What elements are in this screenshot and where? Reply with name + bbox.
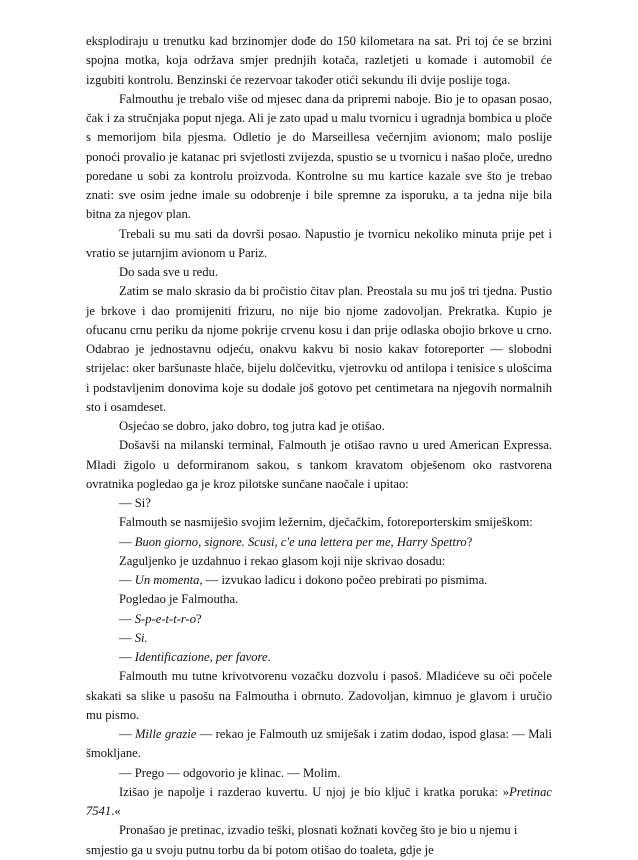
text: Falmouth mu tutne krivotvorenu vozačku dozvolu i pasoš. Mladićeve su oči počele skakati sa slike u pasošu na Falmoutha i obrnuto. Zadovoljan, kimnuo je glavom i uručio mu pismo. <box>86 669 552 722</box>
book-page <box>86 32 552 860</box>
paragraph <box>86 783 552 822</box>
paragraph <box>86 436 552 494</box>
paragraph <box>86 32 552 90</box>
text: Pronašao je pretinac, izvadio teški, plosnati kožnati kovčeg što je bio u njemu i smjestio ga u svoju putnu torbu da bi potom otišao do toaleta, gdje je <box>86 823 518 857</box>
text: Osjećao se dobro, jako dobro, tog jutra kad je otišao. <box>119 419 385 433</box>
paragraph <box>86 821 552 860</box>
paragraph <box>86 494 552 513</box>
paragraph <box>86 552 552 571</box>
paragraph <box>86 513 552 532</box>
paragraph <box>86 667 552 725</box>
paragraph <box>86 263 552 282</box>
text: ? <box>466 534 473 549</box>
italic-text: Si. <box>134 630 148 645</box>
text: — Si? <box>119 496 151 510</box>
text: ? <box>196 611 202 626</box>
paragraph <box>86 417 552 436</box>
text: — <box>119 534 135 549</box>
italic-text: Pretinac 7541 <box>86 784 552 818</box>
text: Pogledao je Falmoutha. <box>119 592 239 607</box>
paragraph <box>86 571 552 590</box>
text: .« <box>111 804 121 818</box>
text: eksplodiraju u trenutku kad brzinomjer dođe do 150 kilometara na sat. Pri toj će se brzini spojna motka, koja održava smjer prednjih kotača, razletjeti u komade i automobil će izgubiti kontrolu. Benzinski će rezervoar također otići sekundu ili dvije poslije toga. <box>86 34 552 87</box>
text: — <box>119 630 135 645</box>
paragraph <box>86 590 552 609</box>
italic-text: Buon giorno, signore. Scusi, c'e una lettera per me, Harry Spettro <box>134 534 467 549</box>
paragraph <box>86 282 552 417</box>
paragraph <box>86 725 552 764</box>
italic-text: S-p-e-t-t-r-o <box>134 611 197 626</box>
paragraph <box>86 533 552 552</box>
text: — <box>119 650 135 664</box>
text: , — izvukao ladicu i dokono počeo prebirati po pismima. <box>199 573 488 587</box>
paragraph <box>86 629 552 648</box>
text: — <box>119 727 135 741</box>
paragraph <box>86 225 552 264</box>
text: — Prego — odgovorio je klinac. — Molim. <box>119 765 341 780</box>
italic-text: Identificazione, per favore <box>134 650 268 664</box>
italic-text: Un momenta <box>134 573 200 587</box>
paragraph <box>86 648 552 667</box>
paragraph <box>86 90 552 225</box>
text: Zaguljenko je uzdahnuo i rekao glasom koji nije skrivao dosadu: <box>119 553 446 568</box>
text: Došavši na milanski terminal, Falmouth je otišao ravno u ured American Expressa. Mladi žigolo u deformiranom sakou, s tankom kravatom obješenom oko rastvorena ovratnika pogledao ga je kroz pilotske sunčane naočale i upitao: <box>86 438 552 491</box>
text: Trebali su mu sati da dovrši posao. Napustio je tvornicu nekoliko minuta prije pet i vratio se jutarnjim avionom u Pariz. <box>86 226 552 260</box>
text: Do sada sve u redu. <box>119 265 218 279</box>
paragraph <box>86 764 552 783</box>
italic-text: Mille grazie <box>134 727 197 741</box>
text: — rekao je Falmouth uz smiješak i zatim dodao, ispod glasa: — Mali šmokljane. <box>86 727 552 761</box>
text: — <box>119 573 135 587</box>
text: Falmouth se nasmiješio svojim ležernim, dječačkim, fotoreporterskim smiješkom: <box>119 515 533 530</box>
paragraph <box>86 610 552 629</box>
text: Falmouthu je trebalo više od mjesec dana da pripremi naboje. Bio je to opasan posao, čak i za stručnjaka poput njega. Ali je zato upad u malu tvornicu i ugradnja bombica u ploče s memorijom bila pjesma. Odletio je do Marseillesa večernjim avionom; malo poslije ponoći provalio je katanac pri svjetlosti zvijezda, spustio se u tvornicu i našao ploče, uredno poredane u sobi za kontrolu proizvoda. Kontrolne su mu kartice kazale sve što je trebao znati: sve osim jedne imale su odobrenje i bile spremne za isporuku, a ta jedna nije bila bitna za njegov plan. <box>86 91 552 222</box>
text: Zatim se malo skrasio da bi pročistio čitav plan. Preostala su mu još tri tjedna. Pustio je brkove i dao promijeniti frizuru, no nije bio njome zadovoljan. Prekratka. Kupio je ofucanu crnu periku da njome pokrije crvenu kosu i dan prije odlaska obojio brkove u crno. Odabrao je jednostavnu odjeću, onakvu kakvu bi nosio kakav fotoreporter — slobodni strijelac: oker baršunaste hlače, bijelu dolčevitku, vjetrovku od antilopa i tenisice s ulošcima i podstavljenim donovima koje su dodale još gotovo pet centimetara na njegovih normalnih sto i osamdeset. <box>86 284 552 414</box>
text: Izišao je napolje i razderao kuvertu. U njoj je bio ključ i kratka poruka: » <box>119 784 510 799</box>
text: — <box>119 611 135 626</box>
text: . <box>267 650 271 664</box>
